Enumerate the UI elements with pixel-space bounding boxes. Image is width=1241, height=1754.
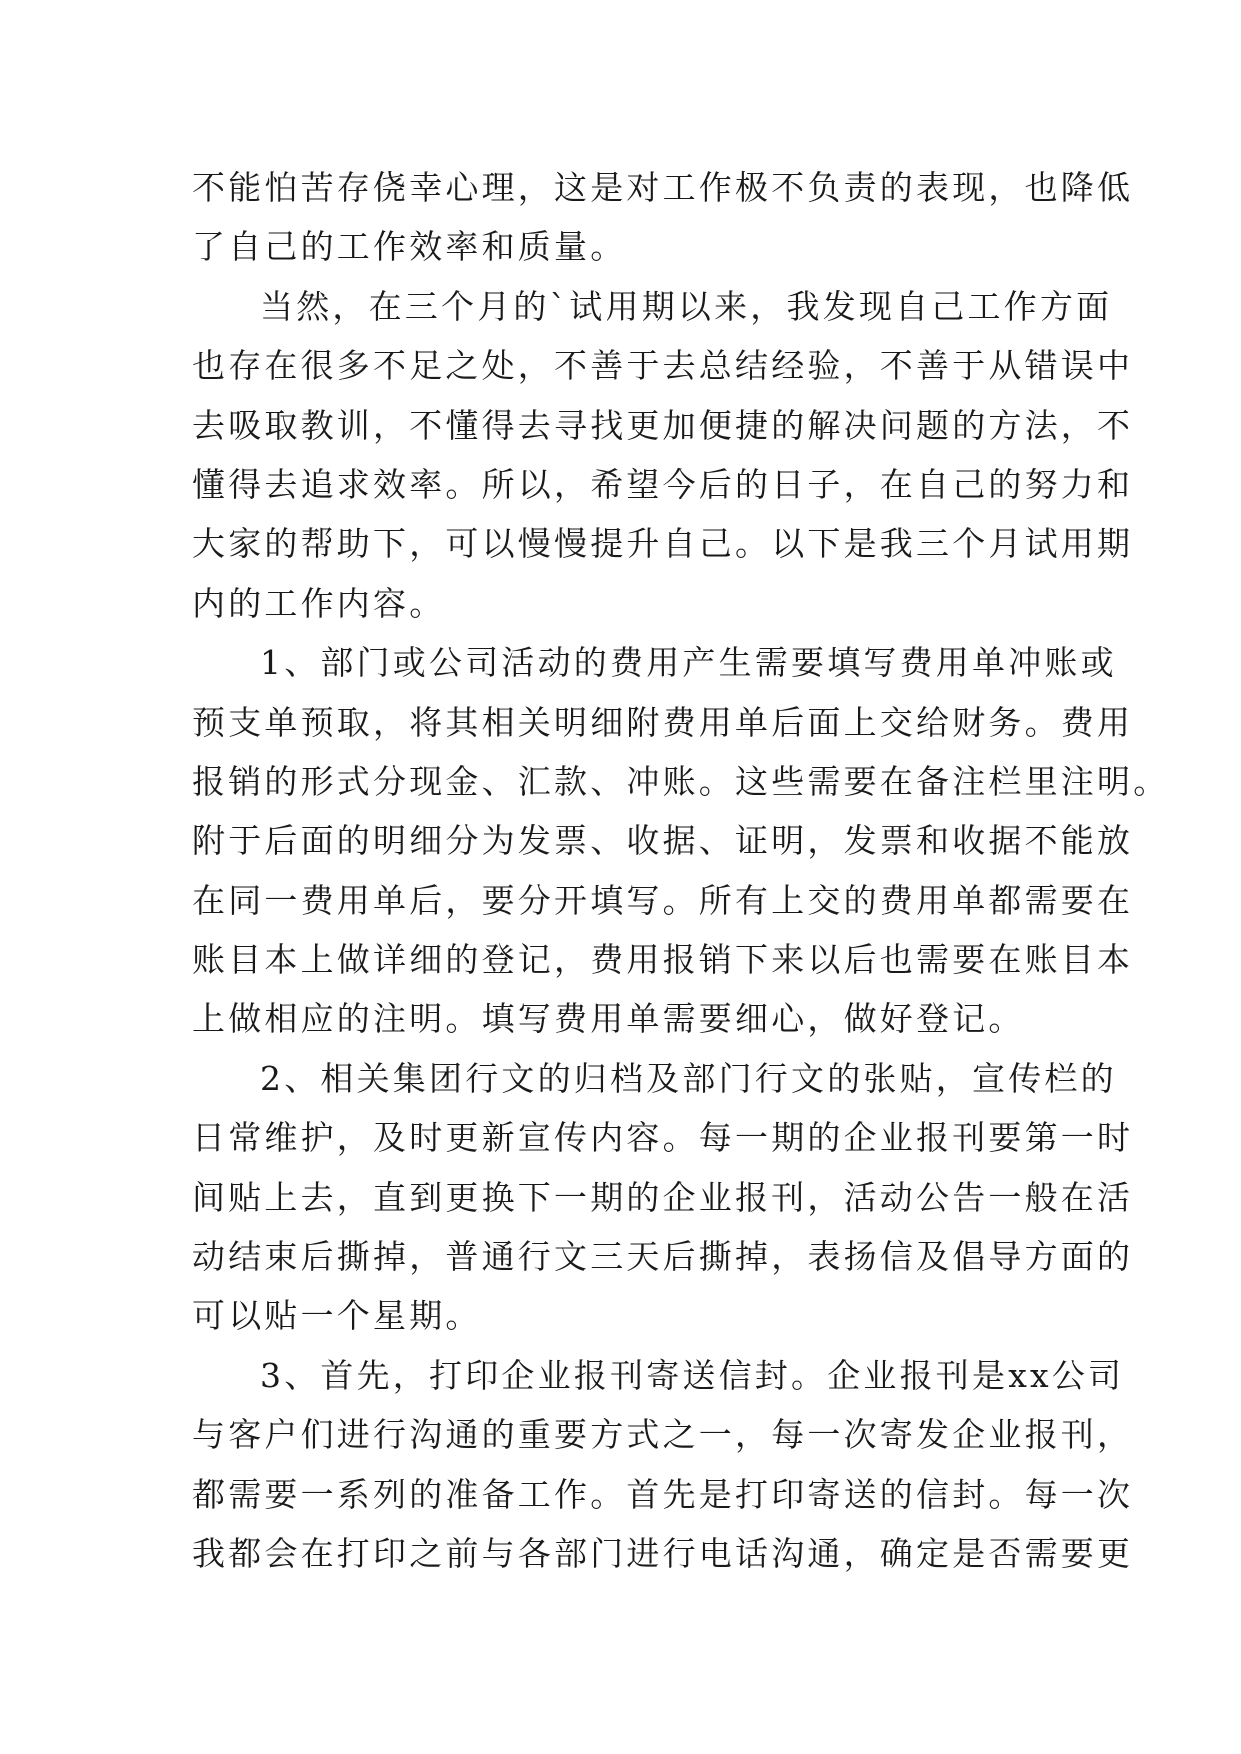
text-line: 报销的形式分现金、汇款、冲账。这些需要在备注栏里注明。 bbox=[192, 761, 1170, 801]
text-line: 懂得去追求效率。所以，希望今后的日子，在自己的努力和 bbox=[192, 464, 1134, 504]
text-line: 我都会在打印之前与各部门进行电话沟通，确定是否需要更 bbox=[192, 1533, 1134, 1573]
text-line: 日常维护，及时更新宣传内容。每一期的企业报刊要第一时 bbox=[192, 1118, 1134, 1158]
text-line: 都需要一系列的准备工作。首先是打印寄送的信封。每一次 bbox=[192, 1474, 1134, 1514]
text-line: 也存在很多不足之处，不善于去总结经验，不善于从错误中 bbox=[192, 346, 1134, 386]
text-line: 上做相应的注明。填写费用单需要细心，做好登记。 bbox=[192, 999, 1025, 1039]
text-line: 不能怕苦存侥幸心理，这是对工作极不负责的表现，也降低 bbox=[192, 168, 1134, 207]
text-line: 与客户们进行沟通的重要方式之一，每一次寄发企业报刊， bbox=[192, 1415, 1134, 1455]
text-line: 动结束后撕掉，普通行文三天后撕掉，表扬信及倡导方面的 bbox=[192, 1237, 1134, 1277]
text-line: 间贴上去，直到更换下一期的企业报刊，活动公告一般在活 bbox=[192, 1177, 1134, 1217]
text-line: 当然，在三个月的`试用期以来，我发现自己工作方面 bbox=[260, 286, 1113, 326]
text-line: 内的工作内容。 bbox=[192, 583, 446, 623]
body-text bbox=[192, 158, 1170, 1583]
text-line: 在同一费用单后，要分开填写。所有上交的费用单都需要在 bbox=[192, 880, 1134, 920]
text-line: 了自己的工作效率和质量。 bbox=[192, 227, 627, 267]
text-line: 2、相关集团行文的归档及部门行文的张贴，宣传栏的 bbox=[260, 1058, 1117, 1098]
text-line: 大家的帮助下，可以慢慢提升自己。以下是我三个月试用期 bbox=[192, 524, 1134, 564]
text-line: 去吸取教训，不懂得去寻找更加便捷的解决问题的方法，不 bbox=[192, 405, 1134, 445]
text-line: 预支单预取，将其相关明细附费用单后面上交给财务。费用 bbox=[192, 702, 1134, 742]
text-line: 可以贴一个星期。 bbox=[192, 1296, 482, 1336]
text-line: 账目本上做详细的登记，费用报销下来以后也需要在账目本 bbox=[192, 940, 1134, 980]
text-line: 3、首先，打印企业报刊寄送信封。企业报刊是xx公司 bbox=[260, 1355, 1125, 1395]
text-line: 附于后面的明细分为发票、收据、证明，发票和收据不能放 bbox=[192, 821, 1134, 861]
text-line: 1、部门或公司活动的费用产生需要填写费用单冲账或 bbox=[260, 643, 1117, 683]
